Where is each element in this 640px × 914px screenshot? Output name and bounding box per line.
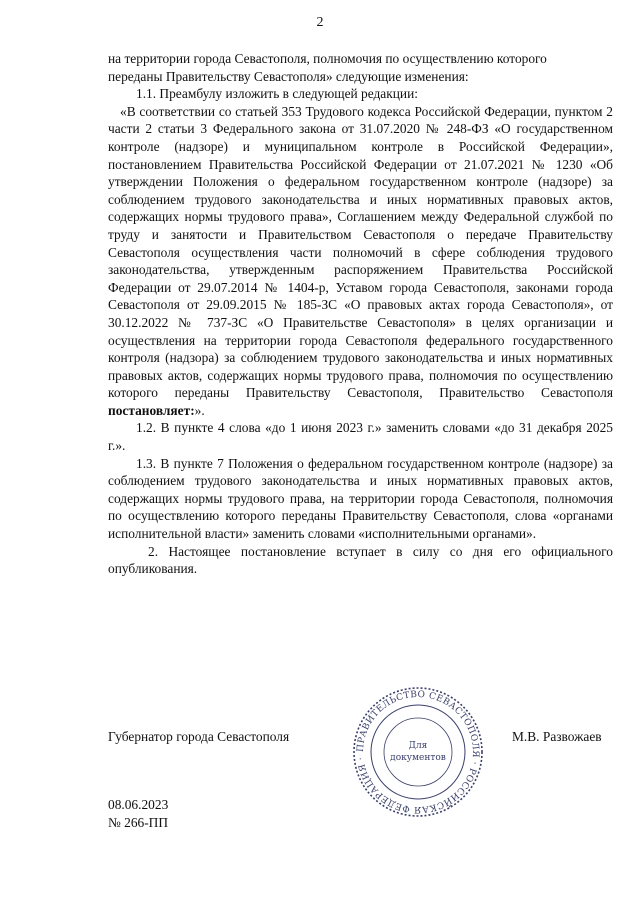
document-date: 08.06.2023 — [108, 797, 169, 812]
quote-end: ». — [194, 402, 205, 418]
page-number: 2 — [316, 15, 324, 30]
official-seal — [352, 686, 484, 818]
paragraph-1-1-quote — [108, 103, 613, 420]
paragraph-1-2: 1.2. В пункте 4 слова «до 1 июня 2023 г.» заменить словами «до 31 декабря 2025 г.». — [108, 420, 613, 454]
paragraph-1-1-heading: 1.1. Преамбулу изложить в следующей редакции: — [136, 86, 418, 102]
quote-bold-word: постановляет: — [108, 402, 195, 418]
document-footer — [108, 796, 168, 832]
seal-center-line-1: Для — [408, 741, 428, 751]
signature-position: Губернатор города Севастополя — [108, 729, 290, 744]
seal-center-line-2: документов — [390, 753, 446, 763]
intro-line-1: на территории города Севастополя, полномочия по осуществлению которого — [108, 51, 547, 66]
seal-outer-text: ПРАВИТЕЛЬСТВО СЕВАСТОПОЛЯ · РОССИЙСКАЯ ФЕДЕРАЦИЯ · — [355, 689, 481, 815]
document-number: № 266-ПП — [108, 815, 169, 830]
quote-text: «В соответствии со статьей 353 Трудового кодекса Российской Федерации, пунктом 2 части 2 статьи 3 Федерального закона от 31.07.2020 № 248-ФЗ «О государственном контроле (надзоре) и муниципальном контроле в Российской Федерации», постановлением Правительства Российской Федерации от 21.07.2021 № 1230 «Об утверждении Положения о федеральном государственном контроле (надзоре) за соблюдением трудового законодательства и иных нормативных правовых актов, содержащих нормы трудового права», Соглашением между Федеральной службой по труду и занятости и Правительством Севастополя о передаче Правительству Севастополя осуществления части полномочий в сфере соблюдения трудового законодательства, утвержденным распоряжением Правительства Российской Федерации от 29.07.2014 № 1404-р, Уставом города Севастополя, законами города Севастополя от 29.09.2015 № 185-ЗС «О правовых актах города Севастополя», от 30.12.2022 № 737-ЗС «О Правительстве Севастополя» в целях организации и осуществления на территории города Севастополя федерального государственного контроля (надзора) за соблюдением трудового законодательства и иных нормативных правовых актов, содержащих нормы трудового права, полномочия по осуществлению которого переданы Правительству Севастополя, Правительство Севастополя — [108, 103, 613, 401]
signature-name: М.В. Развожаев — [512, 729, 602, 744]
paragraph-2: 2. Настоящее постановление вступает в силу со дня его официального опубликования. — [108, 543, 613, 577]
paragraph-1-3: 1.3. В пункте 7 Положения о федеральном государственном контроле (надзоре) за соблюдением трудового законодательства и иных нормативных правовых актов, содержащих нормы трудового права, на территории города Севастополя, полномочия по осуществлению которого переданы Правительству Севастополя, слова «органами исполнительной власти» заменить словами «исполнительными органами». — [108, 455, 613, 542]
intro-line-2: переданы Правительству Севастополя» следующие изменения: — [108, 68, 469, 84]
document-body — [108, 50, 613, 578]
